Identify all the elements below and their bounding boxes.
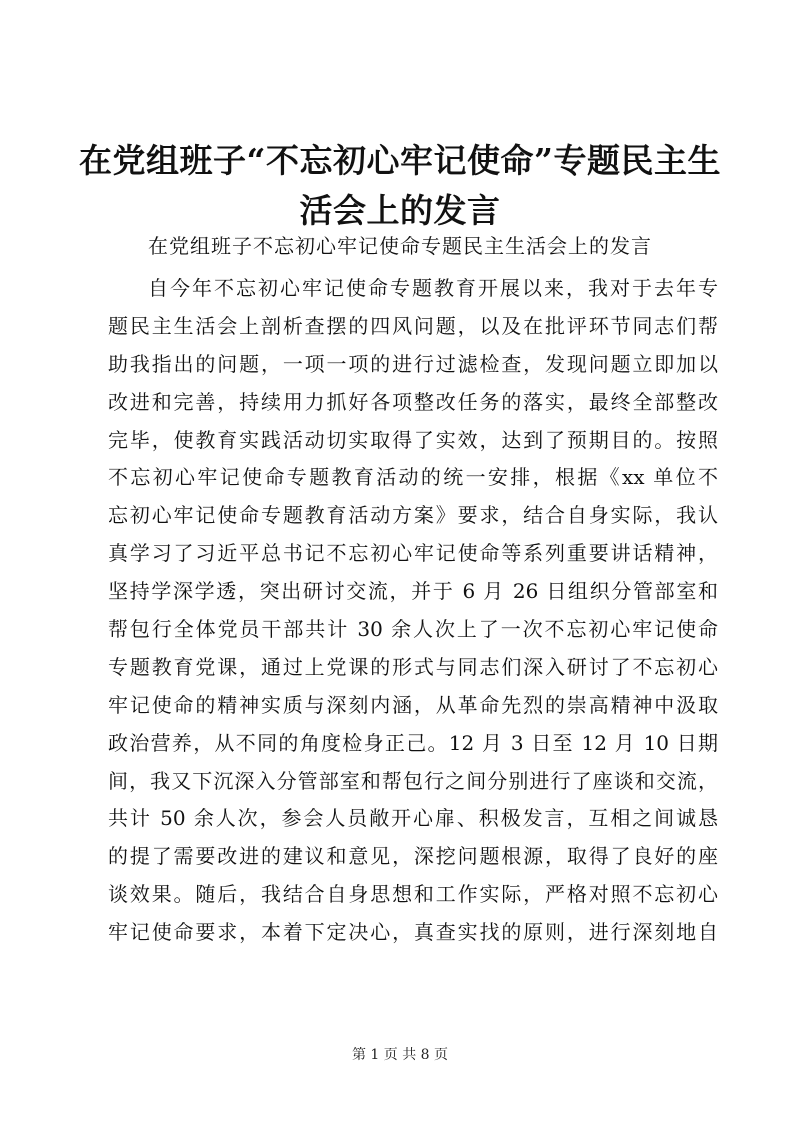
body-line: 坚持学深学透，突出研讨交流，并于 6 月 26 日组织分管部室和	[108, 579, 718, 604]
body-line: 助我指出的问题，一项一项的进行过滤检查，发现问题立即加以	[108, 351, 718, 376]
body-line: 自今年不忘初心牢记使命专题教育开展以来，我对于去年专	[148, 276, 718, 300]
body-line: 真学习了习近平总书记不忘初心牢记使命等系列重要讲话精神，	[108, 541, 718, 566]
body-line: 的提了需要改进的建议和意见，深挖问题根源，取得了良好的座	[108, 844, 718, 869]
body-line: 共计 50 余人次，参会人员敞开心扉、积极发言，互相之间诚恳	[108, 806, 718, 831]
title-line-2: 活会上的发言	[299, 191, 501, 230]
body-line: 谈效果。随后，我结合自身思想和工作实际，严格对照不忘初心	[108, 882, 718, 907]
document-subtitle: 在党组班子不忘初心牢记使命专题民主生活会上的发言	[148, 234, 652, 258]
body-line: 题民主生活会上剖析查摆的四风问题，以及在批评环节同志们帮	[108, 313, 718, 338]
body-line: 帮包行全体党员干部共计 30 余人次上了一次不忘初心牢记使命	[108, 617, 718, 642]
body-line: 改进和完善，持续用力抓好各项整改任务的落实，最终全部整改	[108, 389, 718, 414]
body-line: 间，我又下沉深入分管部室和帮包行之间分别进行了座谈和交流，	[108, 768, 718, 793]
page-footer: 第 1 页 共 8 页	[351, 1047, 449, 1063]
title-line-1: 在党组班子“不忘初心牢记使命”专题民主生	[79, 141, 721, 180]
body-text	[108, 270, 718, 952]
body-line: 牢记使命的精神实质与深刻内涵，从革命先烈的崇高精神中汲取	[108, 692, 718, 717]
body-line: 忘初心牢记使命专题教育活动方案》要求，结合自身实际，我认	[108, 503, 718, 528]
body-line: 完毕，使教育实践活动切实取得了实效，达到了预期目的。按照	[108, 427, 718, 452]
body-line: 政治营养，从不同的角度检身正己。12 月 3 日至 12 月 10 日期	[108, 730, 718, 755]
body-line: 专题教育党课，通过上党课的形式与同志们深入研讨了不忘初心	[108, 654, 718, 679]
body-line: 不忘初心牢记使命专题教育活动的统一安排，根据《xx 单位不	[108, 465, 718, 490]
document-title	[0, 136, 800, 236]
body-line: 牢记使命要求，本着下定决心，真查实找的原则，进行深刻地自	[108, 920, 718, 945]
